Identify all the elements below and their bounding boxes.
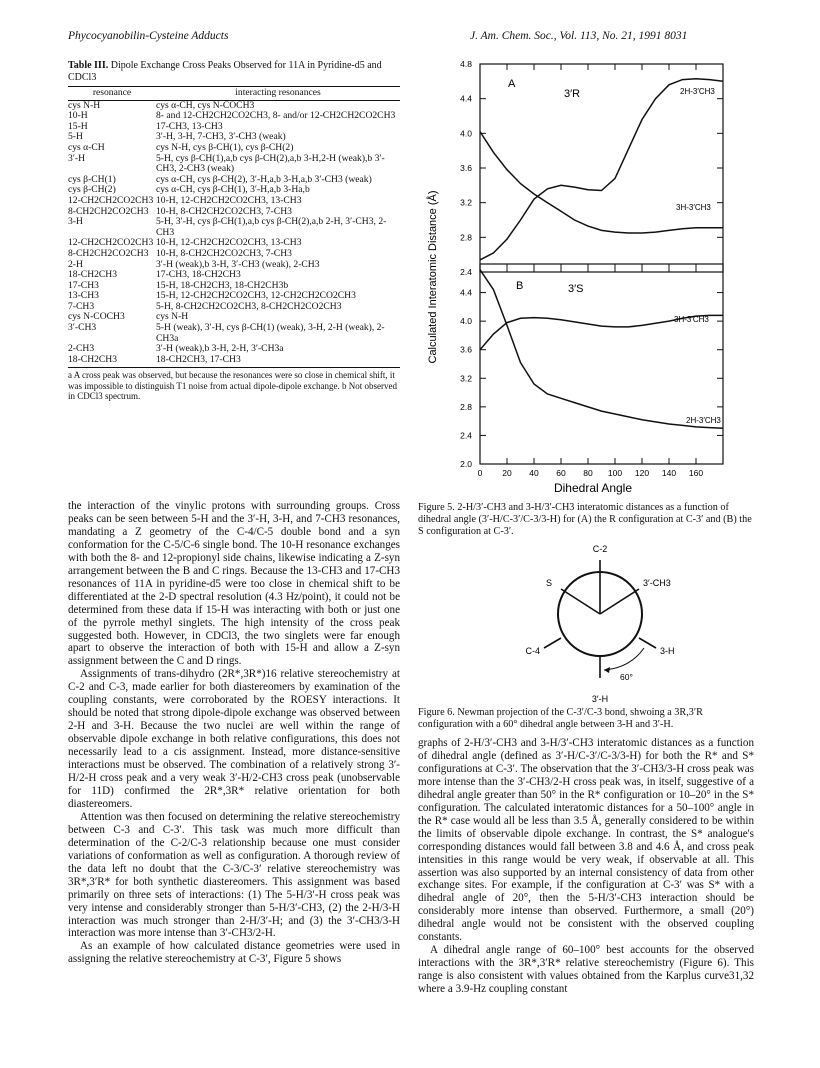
label-angle: 60° [620,672,633,682]
figure-6-newman-projection [480,540,720,705]
resonance-cell: 8-CH2CH2CO2CH3 [68,205,149,217]
resonance-cell: cys β-CH(1) [68,173,116,185]
y-tick-label: 4.0 [460,128,472,139]
resonance-cell: cys α-CH [68,141,105,153]
label-s: S [545,578,552,588]
resonance-cell: 2-CH3 [68,343,95,355]
paragraph: Assignments of trans-dihydro (2R*,3R*)16 relative stereochemistry at C-2 and C-3, made earlier for both diastereomers by examination of the coupling constants, were corroborated by the ROESY interactions. It should be noted that strong dipole-dipole exchange was observed between 2-H and 3-H. Because the two nuclei are well within the range of observable dipole exchange in both relative configurations, this does not necessarily lead to a cis assignment. Instead, more distance-sensitive interactions must be observed. The combination of a relatively strong 3′-H/2-H cross peak and a very weak 3′-H/2-CH3 cross peak (unobservable for 11D) confirmed the 2R*,3R* relative orientation for both diastereomers. [68,668,400,810]
resonance-cell: cys N-COCH3 [68,311,125,323]
series-line-1 [480,79,723,260]
resonance-cell: 18-CH2CH3 [68,355,156,368]
plot-frame [480,264,723,464]
interacting-cell: 10-H, 12-CH2CH2CO2CH3, 13-CH3 [156,237,302,249]
label-c4: C-4 [525,646,540,656]
resonance-cell: 10-H [68,110,88,122]
resonance-cell: 2-H [68,258,83,270]
y-tick-label: 3.6 [460,163,472,173]
table-row [68,217,400,238]
y-tick-label: 2.0 [460,459,472,469]
table-label: Table III. [68,60,109,71]
curve-label: 2H-3′CH3 [680,87,715,96]
label-3h: 3-H [660,646,675,656]
figure-5-chart [418,52,758,502]
resonance-cell: 12-CH2CH2CO2CH3 [68,237,154,249]
paragraph: As an example of how calculated distance geometries were used in assigning the relative stereochemistry at C-3′, Figure 5 shows [68,940,400,966]
x-tick-label: 160 [688,468,704,478]
y-axis-label: Calculated Interatomic Distance (Å) [427,190,439,364]
resonance-cell: 5-H [68,131,83,143]
resonance-cell: cys N-H [68,99,101,111]
table-row [68,196,400,207]
y-tick-label: 4.0 [460,316,472,327]
resonance-cell: 8-CH2CH2CO2CH3 [68,247,149,259]
interacting-cell: cys α-CH, cys N-COCH3 [156,99,255,111]
panel-letter: B [516,280,524,292]
interacting-cell: cys N-H [156,311,189,323]
label-3h-prime: 3′-H [591,694,609,704]
interacting-cell: 5-H, cys β-CH(1),a,b cys β-CH(2),a,b 3-H,2-H (weak),b 3′-CH3, 2-CH3 (weak) [156,152,385,175]
table-footnote: a A cross peak was observed, but because the resonances were so close in chemical shift, it was impossible to distinguish T1 noise from actual dipole-dipole exchange. b Not observed in CDCl3 spectrum. [68,370,398,402]
angle-arrowhead [604,667,610,673]
interacting-cell: 15-H, 18-CH2CH3, 18-CH2CH3b [156,279,289,291]
interacting-cell: 5-H (weak), 3′-H, cys β-CH(1) (weak), 3-H, 2-H (weak), 2-CH3a [156,322,385,344]
panel-letter: A [508,78,516,90]
interacting-cell: 3′-H (weak),b 3-H, 2-H, 3′-CH3a [156,343,284,355]
curve-label: 2H-3′CH3 [686,416,721,425]
resonance-cell: 12-CH2CH2CO2CH3 [68,194,154,206]
body-text-left [68,500,400,966]
resonance-cell: 3′-CH3 [68,322,97,334]
interacting-cell: 17-CH3, 18-CH2CH3 [156,269,241,281]
table-caption [68,60,400,84]
x-tick-label: 120 [634,468,650,478]
paragraph: graphs of 2-H/3′-CH3 and 3-H/3′-CH3 interatomic distances as a function of dihedral angle (defined as 3′-H/C-3′/C-3/3-H) for both the R* and S* configurations at C-3′. The observation that the 3′-CH3/3-H cross peak was more intense than the 3′-CH3/2-H cross peak was, in itself, suggestive of a dihedral angle greater than 50° in the R* configuration or 10–20° in the S* configuration. The calculated interatomic distances for a 50–100° angle in the R* case would all be less than 3.5 Å, generally considered to be within the limits of observable dipole exchange. In contrast, the S* analogue's corresponding distances would fall between 3.8 and 4.6 Å, and cross peak intensities in this range would be very weak, if observable at all. This assertion was also supported by an internal consistency of data from other exchange sites. For example, if the configuration at C-3′ was S* with a dihedral angle of 20°, then the 5-H/3′-CH3 interaction should be considerably more intense than observed. Furthermore, a small (20°) dihedral angle would not be consistent with the observed coupling constants. [418,737,754,944]
table-row [68,249,400,260]
x-tick-label: 60 [556,468,566,478]
x-tick-label: 0 [477,468,483,478]
newman-diagram [480,540,720,705]
figure-6-caption: Figure 6. Newman projection of the C-3′/C-3 bond, shwoing a 3R,3′R configuration with a 60° dihedral angle between 3-H and 3′-H. [418,707,703,730]
y-tick-label: 3.6 [460,344,472,355]
running-head-left: Phycocyanobilin-Cysteine Adducts [68,30,229,42]
running-head-right: J. Am. Chem. Soc., Vol. 113, No. 21, 1991 8031 [470,30,688,42]
table-header-interacting: interacting resonances [156,87,400,101]
resonance-cell: 3-H [68,216,83,228]
interacting-cell: 3′-H, 3-H, 7-CH3, 3′-CH3 (weak) [156,131,286,143]
label-c2: C-2 [592,544,608,554]
front-bond-3ch3 [600,589,639,614]
interacting-cell: 15-H, 12-CH2CH2CO2CH3, 12-CH2CH2CO2CH3 [156,290,356,302]
y-tick-label: 4.8 [460,59,472,69]
figure-5 [418,52,758,502]
table-row [68,154,400,175]
figure-5-caption: Figure 5. 2-H/3′-CH3 and 3-H/3′-CH3 interatomic distances as a function of dihedral angle (3′-H/C-3′/C-3/3-H) for (A) the R configuration at C-3′ and (B) the S configuration at C-3′. [418,502,752,537]
interacting-cell: 18-CH2CH3, 17-CH3 [156,355,400,368]
table-row [68,111,400,122]
resonance-cell: 13-CH3 [68,290,99,302]
x-axis-label: Dihedral Angle [553,481,633,495]
interacting-cell: 10-H, 8-CH2CH2CO2CH3, 7-CH3 [156,205,292,217]
resonance-cell: 7-CH3 [68,300,95,312]
table-title: Dipole Exchange Cross Peaks Observed for 11A in Pyridine-d5 and CDCl3 [68,60,382,83]
interacting-cell: 17-CH3, 13-CH3 [156,120,223,132]
curve-label: 3H-3′CH3 [676,203,711,212]
x-tick-label: 100 [607,468,623,478]
table-section [68,60,400,402]
interacting-cell: 5-H, 8-CH2CH2CO2CH3, 8-CH2CH2CO2CH3 [156,300,342,312]
interacting-cell: 3′-H (weak),b 3-H, 3′-CH3 (weak), 2-CH3 [156,258,320,270]
y-tick-label: 4.4 [460,287,472,298]
x-tick-label: 140 [661,468,677,478]
interacting-cell: 5-H, 3′-H, cys β-CH(1),a,b cys β-CH(2),a,b 2-H, 3′-CH3, 2-CH3 [156,216,387,238]
panel-config-label: 3′S [568,283,584,295]
table-row [68,323,400,344]
resonance-cell: cys β-CH(2) [68,184,116,196]
interacting-cell: 10-H, 8-CH2CH2CO2CH3, 7-CH3 [156,247,292,259]
series-line-2 [480,270,723,429]
label-3ch3: 3′-CH3 [643,578,671,588]
x-tick-label: 40 [529,468,539,478]
resonance-cell: 18-CH2CH3 [68,269,118,281]
rear-bond-3h [639,638,656,648]
body-text-right [418,737,754,996]
y-tick-label: 2.4 [460,267,472,277]
interacting-cell: 8- and 12-CH2CH2CO2CH3, 8- and/or 12-CH2CH2CO2CH3 [156,110,396,122]
resonance-cell: 15-H [68,120,88,132]
y-tick-label: 2.8 [460,401,472,412]
paragraph: Attention was then focused on determining the relative stereochemistry between C-3 and C-3′. This task was much more difficult than determination of the C-2/C-3 relationship because one must consider variations of conformation as well as configuration. A thorough review of the data left no doubt that the C-3/C-3′ relative stereochemistry was 3R*,3′R* for both synthetic diastereomers. This assignment was based primarily on three sets of interactions: (1) The 5-H/3′-H cross peak was very intense and considerably stronger than 5-H/3′-CH3, (2) the 2-H/3-H interaction was much stronger than 2-H/3′-H; and (3) the 3′-CH3/3-H interaction was more intense than 3′-CH3/2-H. [68,810,400,940]
x-tick-label: 80 [583,468,593,478]
front-bond-s [561,589,600,614]
y-tick-label: 3.2 [460,373,472,384]
y-tick-label: 3.2 [460,197,472,208]
series-line-2 [480,132,723,233]
curve-label: 3H-3′CH3 [674,315,709,324]
interacting-cell: cys α-CH, cys β-CH(2), 3′-H,a,b 3-H,a,b 3′-CH3 (weak) [156,173,372,185]
rear-bond-c4 [544,638,561,648]
cross-peak-table [68,86,400,368]
resonance-cell: 3′-H [68,152,86,164]
table-header-resonance: resonance [68,87,156,101]
interacting-cell: cys α-CH, cys β-CH(1), 3′-H,a,b 3-Ha,b [156,184,310,196]
x-tick-label: 20 [502,468,512,478]
paragraph: A dihedral angle range of 60–100° best accounts for the observed interactions with the 3R*,3′R* relative stereochemistry (Figure 6). This range is also consistent with values obtained from the Karplus curve31,32 where a 3.9-Hz coupling constant [418,944,754,996]
y-tick-label: 4.4 [460,93,472,104]
angle-arc [604,648,644,670]
panel-config-label: 3′R [564,88,581,100]
y-tick-label: 2.4 [460,430,472,441]
table-row [68,355,400,368]
paragraph: the interaction of the vinylic protons with surrounding groups. Cross peaks can be seen between 5-H and the 3′-H, 3-H, and 7-CH3 resonances, mandating a Z geometry of the C-4/C-5 double bond and a syn conformation for the C-5/C-6 single bond. The 10-H resonance exchanges with both the 8- and 12-propionyl side chains, likewise indicating a Z-syn arrangement between the B and C rings. Because the 13-CH3 and 17-CH3 resonances of 11A in pyridine-d5 were too close in chemical shift to be differentiated at the 2-D spectral resolution (4.3 Hz/point), it could not be determined from these data if 15-H was interacting with both or just one of the pyrrole methyl singlets. The high intensity of the cross peak suggested both. However, in CDCl3, the two singlets were far enough apart to observe the interaction of both with 15-H and allow a Z-syn assignment between the C and D rings. [68,500,400,668]
resonance-cell: 17-CH3 [68,279,99,291]
interacting-cell: cys N-H, cys β-CH(1), cys β-CH(2) [156,141,294,153]
interacting-cell: 10-H, 12-CH2CH2CO2CH3, 13-CH3 [156,194,302,206]
y-tick-label: 2.8 [460,232,472,243]
table-row [68,143,400,154]
